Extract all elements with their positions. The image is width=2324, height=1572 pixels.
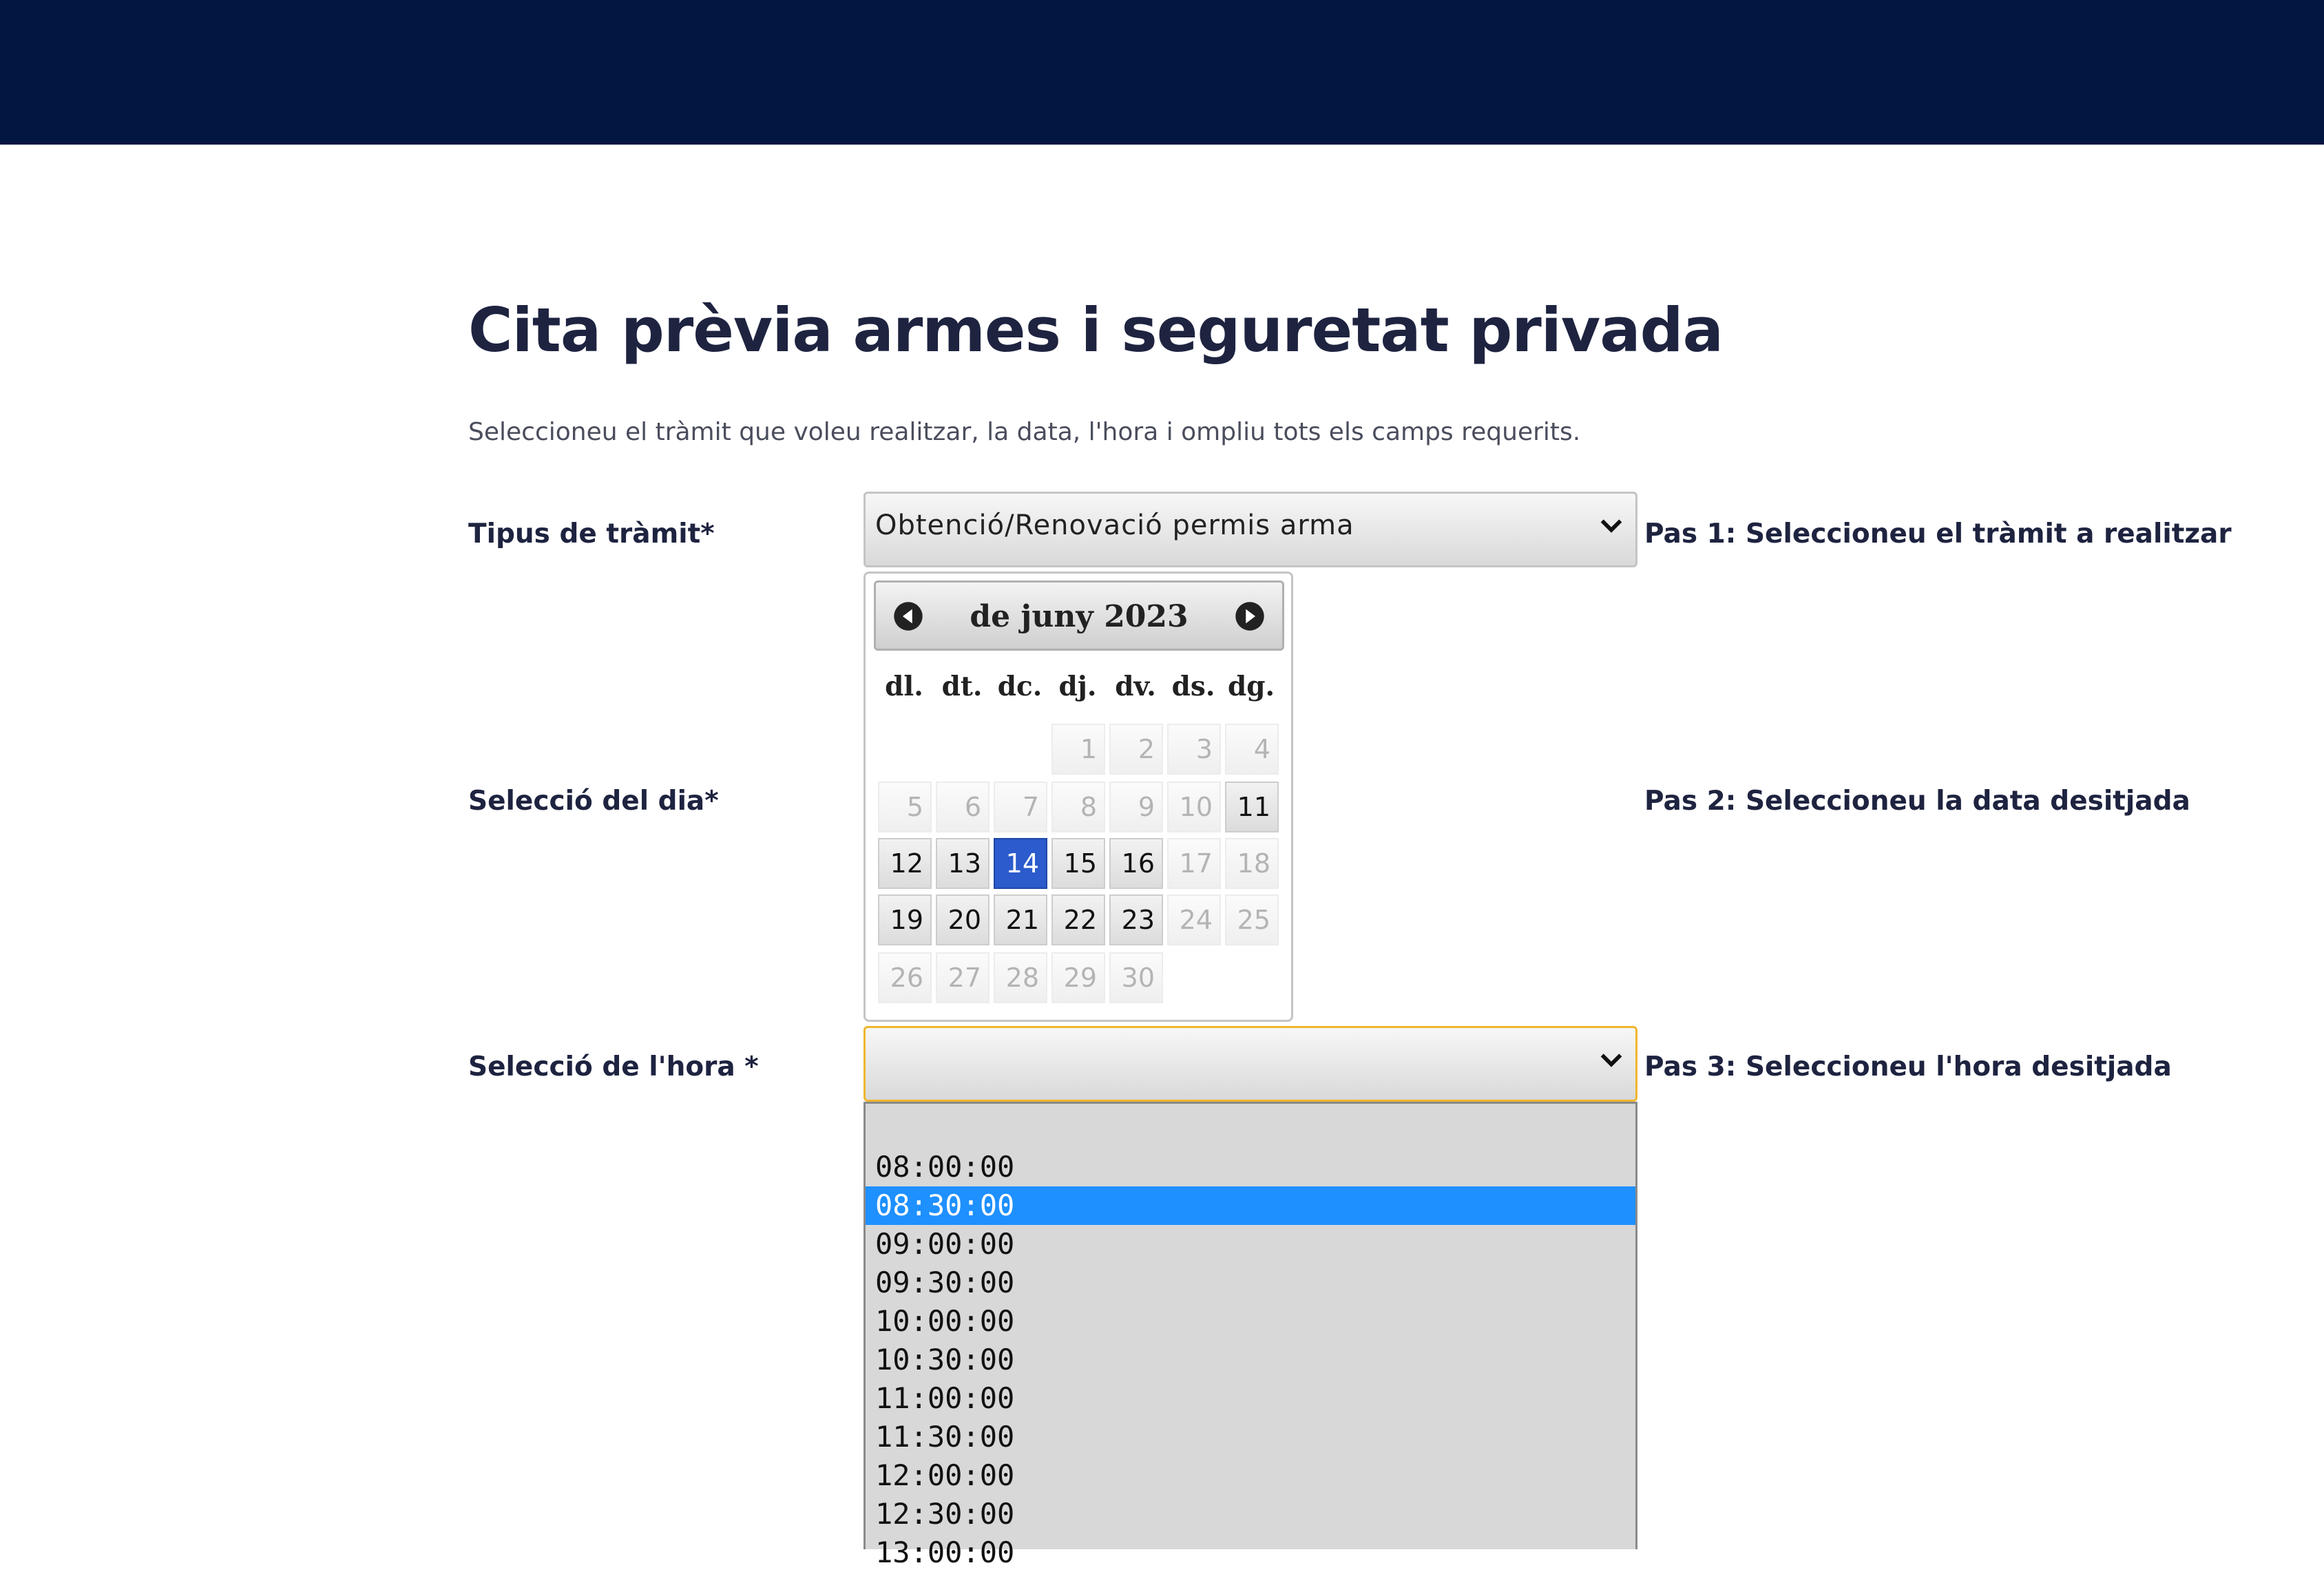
weekday-header: ds. xyxy=(1171,671,1215,702)
calendar-day: 8 xyxy=(1051,782,1105,832)
calendar-day: 1 xyxy=(1051,724,1105,775)
calendar-day: 17 xyxy=(1167,838,1221,889)
calendar-day[interactable]: 13 xyxy=(936,838,990,889)
calendar-day: 4 xyxy=(1225,724,1279,775)
calendar-day: 30 xyxy=(1109,952,1163,1003)
weekday-header: dt. xyxy=(941,671,983,702)
page-title: Cita prèvia armes i seguretat privada xyxy=(468,295,1724,366)
calendar-day[interactable]: 16 xyxy=(1109,838,1163,889)
hour-option[interactable]: 11:30:00 xyxy=(875,1420,1015,1454)
hour-option[interactable]: 13:00:00 xyxy=(875,1536,1015,1569)
next-month-icon[interactable] xyxy=(1234,600,1266,632)
procedure-select-value: Obtenció/Renovació permis arma xyxy=(875,510,1354,541)
hour-option-empty[interactable] xyxy=(866,1109,1635,1148)
datepicker xyxy=(863,572,1293,1022)
calendar-day: 2 xyxy=(1109,724,1163,775)
step-1-hint: Pas 1: Seleccioneu el tràmit a realitzar xyxy=(1644,518,2232,549)
calendar-day[interactable]: 12 xyxy=(878,838,932,889)
chevron-down-icon xyxy=(1598,1047,1624,1073)
hour-option[interactable]: 11:00:00 xyxy=(875,1381,1015,1415)
calendar-day: 5 xyxy=(878,782,932,832)
weekday-header: dc. xyxy=(997,671,1043,702)
weekday-header: dv. xyxy=(1115,671,1156,702)
calendar-day: 27 xyxy=(936,952,990,1003)
page-subtitle: Seleccioneu el tràmit que voleu realitzar, la data, l'hora i ompliu tots els camps requerits. xyxy=(468,418,1581,446)
hour-option[interactable]: 12:30:00 xyxy=(875,1497,1015,1531)
calendar-day[interactable]: 19 xyxy=(878,894,932,945)
procedure-label: Tipus de tràmit* xyxy=(468,518,715,549)
hour-option[interactable]: 12:00:00 xyxy=(875,1458,1015,1492)
hour-option[interactable]: 10:30:00 xyxy=(875,1343,1015,1376)
calendar-day[interactable]: 21 xyxy=(994,894,1047,945)
datepicker-header xyxy=(874,580,1284,651)
calendar-day[interactable]: 15 xyxy=(1051,838,1105,889)
weekday-header: dl. xyxy=(885,671,923,702)
weekday-header: dg. xyxy=(1227,671,1275,702)
calendar-day-selected[interactable]: 14 xyxy=(994,838,1047,889)
hour-option[interactable]: 09:30:00 xyxy=(875,1266,1015,1299)
procedure-select[interactable] xyxy=(863,492,1637,567)
step-2-hint: Pas 2: Seleccioneu la data desitjada xyxy=(1644,786,2190,817)
calendar-day[interactable]: 23 xyxy=(1109,894,1163,945)
calendar-day: 18 xyxy=(1225,838,1279,889)
calendar-day[interactable]: 20 xyxy=(936,894,990,945)
calendar-day: 6 xyxy=(936,782,990,832)
hour-label: Selecció de l'hora * xyxy=(468,1051,759,1082)
hour-select[interactable] xyxy=(863,1026,1637,1102)
calendar-day: 24 xyxy=(1167,894,1221,945)
calendar-day[interactable]: 11 xyxy=(1225,782,1279,832)
chevron-down-icon xyxy=(1598,513,1624,539)
calendar-day: 25 xyxy=(1225,894,1279,945)
hour-option[interactable]: 10:00:00 xyxy=(875,1304,1015,1338)
hour-option[interactable]: 08:30:00 xyxy=(866,1186,1635,1225)
calendar-day: 28 xyxy=(994,952,1047,1003)
top-header-bar xyxy=(0,0,2324,145)
weekday-header: dj. xyxy=(1058,671,1097,702)
datepicker-month-title: de juny 2023 xyxy=(970,599,1189,634)
step-3-hint: Pas 3: Seleccioneu l'hora desitjada xyxy=(1644,1051,2172,1082)
day-label: Selecció del dia* xyxy=(468,786,719,817)
hour-option[interactable]: 09:00:00 xyxy=(875,1227,1015,1261)
hour-options-list[interactable] xyxy=(863,1102,1637,1569)
calendar-day: 26 xyxy=(878,952,932,1003)
calendar-day: 7 xyxy=(994,782,1047,832)
calendar-day: 9 xyxy=(1109,782,1163,832)
calendar-day: 10 xyxy=(1167,782,1221,832)
calendar-day: 3 xyxy=(1167,724,1221,775)
hour-option[interactable]: 08:00:00 xyxy=(875,1150,1015,1184)
calendar-day: 29 xyxy=(1051,952,1105,1003)
calendar-day[interactable]: 22 xyxy=(1051,894,1105,945)
